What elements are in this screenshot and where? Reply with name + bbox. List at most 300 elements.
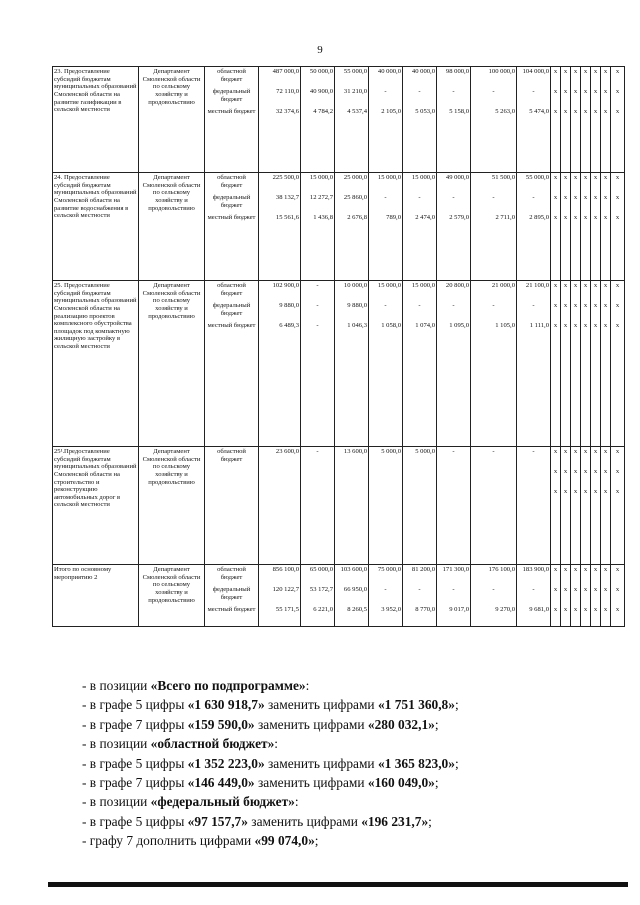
indicator-x: x [553, 448, 558, 455]
indicator-x: x [583, 68, 588, 75]
amount-value: - [452, 586, 455, 593]
indicator-x: x [593, 606, 598, 613]
indicator-x: x [615, 586, 620, 593]
amount-value: - [418, 586, 421, 593]
amendment-value: «Всего по подпрограмме» [150, 678, 306, 693]
amendment-text: заменить цифрами [247, 813, 362, 829]
indicator-x: x [583, 282, 588, 289]
amount-value: - [418, 88, 421, 95]
row-name-cell [53, 67, 139, 173]
amount-cell [517, 281, 551, 447]
indicator-x: x [573, 194, 578, 201]
amount-value: 8 260,5 [347, 606, 367, 613]
amendment-value: «1 751 360,8» [377, 697, 455, 713]
indicator-x: x [583, 302, 588, 309]
amount-value: 104 000,0 [522, 68, 549, 75]
amount-cell [437, 565, 471, 627]
row-name: Предоставление субсидий бюджетам муниципальных образований Смоленской области на развитие водоснабжения в сельской местности [54, 174, 137, 220]
amount-value: 1 105,0 [495, 322, 515, 329]
indicator-x: x [615, 194, 620, 201]
amount-cell [259, 67, 301, 173]
amendment-value: «областной бюджет» [150, 736, 275, 752]
amendment-text: ; [434, 716, 439, 732]
indicator-x: x [553, 68, 558, 75]
amount-value: 102 900,0 [272, 282, 299, 289]
amount-value: 13 600,0 [343, 448, 367, 455]
amount-value: 12 272,7 [309, 194, 333, 201]
indicator-x: x [603, 468, 608, 475]
amendment-text: : [274, 736, 279, 752]
funding-source: федеральный бюджет [212, 88, 251, 103]
indicator-x: x [553, 174, 558, 181]
amendment-line [82, 754, 459, 773]
indicator-x: x [553, 566, 558, 573]
indicator-cell [561, 447, 571, 565]
amount-cell [437, 173, 471, 281]
footer-rule [48, 882, 628, 887]
amount-cell [517, 565, 551, 627]
amendment-value: «159 590,0» [187, 716, 255, 732]
amendment-text: ; [434, 775, 439, 791]
amount-cell [301, 173, 335, 281]
indicator-x: x [615, 488, 620, 495]
indicator-x: x [563, 488, 568, 495]
indicator-x: x [573, 108, 578, 115]
indicator-x: x [563, 586, 568, 593]
amendment-line [82, 812, 459, 831]
indicator-cell [561, 281, 571, 447]
indicator-x: x [603, 194, 608, 201]
funding-source-cell [205, 565, 259, 627]
indicator-x: x [603, 302, 608, 309]
indicator-cell [551, 281, 561, 447]
indicator-cell [561, 67, 571, 173]
indicator-x: x [615, 468, 620, 475]
indicator-x: x [553, 586, 558, 593]
amendment-text: - в позиции [82, 736, 151, 752]
indicator-x: x [603, 322, 608, 329]
amendment-text: - в графе 7 цифры [82, 716, 188, 732]
indicator-x: x [563, 606, 568, 613]
indicator-cell [601, 565, 611, 627]
row-name: Предоставление субсидий бюджетам муниципальных образований Смоленской области на развитие газификации в сельской местности [54, 68, 137, 114]
amount-value: - [532, 302, 535, 309]
amount-cell [301, 565, 335, 627]
indicator-cell [611, 173, 625, 281]
amount-value: 75 000,0 [377, 566, 401, 573]
amendment-value: «1 630 918,7» [187, 697, 265, 713]
amount-value: - [492, 88, 495, 95]
amount-value: 4 784,2 [313, 108, 333, 115]
amount-value: 81 200,0 [411, 566, 435, 573]
amount-value: 5 053,0 [415, 108, 435, 115]
amount-value: 38 132,7 [275, 194, 299, 201]
amendment-text: ; [428, 813, 432, 829]
funding-source: федеральный бюджет [212, 586, 251, 601]
amount-value: 50 000,0 [309, 68, 333, 75]
amount-value: 9 017,0 [449, 606, 469, 613]
amendment-line [82, 773, 459, 792]
amount-cell [301, 281, 335, 447]
amount-value: 2 474,0 [415, 214, 435, 221]
indicator-x: x [615, 302, 620, 309]
table-row [53, 565, 625, 627]
amount-value: 9 880,0 [279, 302, 299, 309]
indicator-cell [571, 447, 581, 565]
indicator-x: x [593, 488, 598, 495]
indicator-x: x [603, 174, 608, 181]
amount-value: 51 500,0 [491, 174, 515, 181]
row-number: 25. [54, 282, 63, 289]
amount-value: - [492, 302, 495, 309]
program-table [52, 66, 625, 627]
amount-value: 100 000,0 [488, 68, 515, 75]
amount-cell [335, 565, 369, 627]
indicator-x: x [573, 606, 578, 613]
amendment-line [82, 734, 459, 753]
amount-value: 1 074,0 [415, 322, 435, 329]
indicator-x: x [573, 174, 578, 181]
amount-value: 25 000,0 [343, 174, 367, 181]
amount-value: 5 158,0 [449, 108, 469, 115]
amount-value: - [492, 194, 495, 201]
indicator-cell [581, 447, 591, 565]
row-name-cell [53, 565, 139, 627]
indicator-x: x [553, 88, 558, 95]
amount-cell [369, 447, 403, 565]
indicator-x: x [563, 68, 568, 75]
indicator-x: x [573, 566, 578, 573]
amount-value: - [384, 302, 387, 309]
row-name-cell [53, 281, 139, 447]
indicator-cell [611, 67, 625, 173]
amount-value: - [384, 586, 387, 593]
indicator-x: x [573, 302, 578, 309]
indicator-x: x [553, 606, 558, 613]
indicator-x: x [603, 586, 608, 593]
indicator-x: x [593, 586, 598, 593]
indicator-x: x [615, 108, 620, 115]
amendment-text: : [305, 678, 310, 693]
funding-source: областной бюджет [217, 68, 246, 83]
amount-value: 40 000,0 [377, 68, 401, 75]
amount-cell [437, 67, 471, 173]
amount-cell [369, 173, 403, 281]
amount-value: - [418, 302, 421, 309]
amount-value: 10 000,0 [343, 282, 367, 289]
indicator-x: x [573, 448, 578, 455]
amount-value: - [532, 88, 535, 95]
indicator-x: x [553, 488, 558, 495]
amendment-value: «1 365 823,0» [377, 755, 455, 771]
amount-cell [335, 173, 369, 281]
indicator-x: x [593, 282, 598, 289]
indicator-x: x [583, 606, 588, 613]
amount-value: 6 221,0 [313, 606, 333, 613]
indicator-x: x [563, 214, 568, 221]
amendment-text: - в графе 5 цифры [82, 755, 188, 771]
indicator-x: x [593, 88, 598, 95]
amount-value: 2 676,8 [347, 214, 367, 221]
amount-value: 21 000,0 [491, 282, 515, 289]
amount-value: - [316, 302, 319, 309]
amount-value: 5 000,0 [415, 448, 435, 455]
amount-value: - [384, 88, 387, 95]
indicator-cell [571, 281, 581, 447]
row-number: 24. [54, 174, 63, 181]
amendment-value: «160 049,0» [367, 775, 435, 791]
amount-value: 6 489,3 [279, 322, 299, 329]
amount-cell [403, 281, 437, 447]
indicator-cell [571, 565, 581, 627]
indicator-x: x [583, 194, 588, 201]
indicator-x: x [553, 282, 558, 289]
amendment-value: «97 157,7» [187, 813, 248, 829]
amount-value: - [452, 448, 455, 455]
indicator-cell [581, 67, 591, 173]
amount-value: 103 600,0 [340, 566, 367, 573]
amendment-text: - в графе 5 цифры [82, 813, 188, 829]
amount-value: 40 900,0 [309, 88, 333, 95]
amount-cell [471, 67, 517, 173]
funding-source: местный бюджет [207, 606, 256, 613]
indicator-x: x [615, 282, 620, 289]
indicator-x: x [553, 322, 558, 329]
amount-cell [369, 67, 403, 173]
indicator-x: x [603, 68, 608, 75]
indicator-cell [551, 173, 561, 281]
funding-source-cell [205, 67, 259, 173]
amount-cell [301, 447, 335, 565]
amount-cell [517, 447, 551, 565]
amount-value: 4 537,4 [347, 108, 367, 115]
indicator-x: x [563, 88, 568, 95]
amount-value: 55 000,0 [525, 174, 549, 181]
amount-value: 66 950,0 [343, 586, 367, 593]
indicator-x: x [593, 68, 598, 75]
funding-source: местный бюджет [207, 322, 256, 329]
indicator-x: x [573, 586, 578, 593]
indicator-cell [571, 173, 581, 281]
amount-value: 9 681,0 [529, 606, 549, 613]
indicator-cell [551, 67, 561, 173]
amount-value: 15 000,0 [411, 282, 435, 289]
executor-cell: Департамент Смоленской области по сельскому хозяйству и продовольствию [139, 67, 205, 173]
row-name-cell [53, 447, 139, 565]
amount-value: 49 000,0 [445, 174, 469, 181]
indicator-x: x [583, 468, 588, 475]
indicator-x: x [573, 468, 578, 475]
amount-cell [335, 447, 369, 565]
amount-value: 9 270,0 [495, 606, 515, 613]
amendment-line [82, 792, 459, 811]
amount-cell [259, 565, 301, 627]
indicator-cell [591, 447, 601, 565]
funding-source-cell [205, 447, 259, 565]
indicator-x: x [615, 88, 620, 95]
amendment-value: «1 352 223,0» [187, 755, 265, 771]
amount-value: 55 000,0 [343, 68, 367, 75]
indicator-cell [611, 281, 625, 447]
amount-cell [301, 67, 335, 173]
indicator-x: x [563, 566, 568, 573]
table-row [53, 447, 625, 565]
amendment-text: заменить цифрами [254, 775, 368, 791]
indicator-x: x [573, 88, 578, 95]
indicator-cell [591, 281, 601, 447]
amount-value: 183 900,0 [522, 566, 549, 573]
amount-value: - [532, 586, 535, 593]
amount-value: - [452, 302, 455, 309]
executor-cell: Департамент Смоленской области по сельскому хозяйству и продовольствию [139, 281, 205, 447]
indicator-cell [601, 173, 611, 281]
amount-cell [259, 173, 301, 281]
indicator-cell [551, 565, 561, 627]
amount-value: 856 100,0 [272, 566, 299, 573]
amount-cell [471, 173, 517, 281]
amount-value: 15 000,0 [411, 174, 435, 181]
amount-value: 1 046,3 [347, 322, 367, 329]
amount-value: 2 105,0 [381, 108, 401, 115]
indicator-x: x [615, 174, 620, 181]
amount-cell [517, 67, 551, 173]
amount-value: 2 711,0 [495, 214, 515, 221]
indicator-x: x [563, 194, 568, 201]
amendment-text: заменить цифрами [264, 755, 378, 771]
amount-cell [369, 281, 403, 447]
indicator-x: x [615, 214, 620, 221]
amount-value: 31 210,0 [343, 88, 367, 95]
indicator-cell [591, 67, 601, 173]
row-number: 23. [54, 68, 63, 75]
amount-value: 2 895,0 [529, 214, 549, 221]
funding-source: федеральный бюджет [212, 302, 251, 317]
amount-cell [403, 67, 437, 173]
row-name-cell [53, 173, 139, 281]
amount-value: 171 300,0 [442, 566, 469, 573]
funding-source-cell [205, 281, 259, 447]
funding-source: областной бюджет [217, 566, 246, 581]
indicator-cell [581, 173, 591, 281]
row-name: Предоставление субсидий бюджетам муниципальных образований Смоленской области на строительство и реконструкцию автомобильных дорог в сельской местности [54, 448, 137, 509]
amount-value: - [452, 194, 455, 201]
indicator-x: x [593, 468, 598, 475]
indicator-x: x [583, 108, 588, 115]
indicator-x: x [593, 174, 598, 181]
amount-value: 120 122,7 [272, 586, 299, 593]
indicator-cell [591, 173, 601, 281]
indicator-x: x [563, 322, 568, 329]
amount-value: 15 000,0 [377, 174, 401, 181]
row-number: 25¹. [54, 448, 65, 455]
indicator-x: x [603, 448, 608, 455]
amount-value: 487 000,0 [272, 68, 299, 75]
amount-value: 1 111,0 [529, 322, 549, 329]
executor-cell: Департамент Смоленской области по сельскому хозяйству и продовольствию [139, 565, 205, 627]
amount-value: - [384, 194, 387, 201]
indicator-x: x [573, 68, 578, 75]
amount-cell [471, 565, 517, 627]
indicator-x: x [603, 282, 608, 289]
indicator-cell [591, 565, 601, 627]
amendment-value: «146 449,0» [187, 775, 255, 791]
amount-value: 20 800,0 [445, 282, 469, 289]
amount-cell [437, 447, 471, 565]
row-name: Итого по основному мероприятию 2 [54, 566, 112, 581]
amendments-list [82, 676, 459, 851]
amount-value: 176 100,0 [488, 566, 515, 573]
indicator-x: x [603, 88, 608, 95]
amount-value: 23 600,0 [275, 448, 299, 455]
amount-value: 98 000,0 [445, 68, 469, 75]
amount-value: - [316, 448, 319, 455]
amount-value: 25 860,0 [343, 194, 367, 201]
indicator-x: x [603, 214, 608, 221]
amount-cell [259, 281, 301, 447]
funding-source: местный бюджет [207, 214, 256, 221]
amendment-line [82, 831, 459, 850]
amount-cell [259, 447, 301, 565]
indicator-x: x [583, 586, 588, 593]
indicator-x: x [553, 302, 558, 309]
amount-cell [471, 447, 517, 565]
indicator-x: x [573, 488, 578, 495]
amendment-text: - в графе 5 цифры [82, 697, 188, 713]
amount-value: - [492, 586, 495, 593]
amount-value: 3 952,0 [381, 606, 401, 613]
indicator-cell [601, 67, 611, 173]
amount-value: 225 500,0 [272, 174, 299, 181]
indicator-x: x [603, 488, 608, 495]
amount-value: 5 474,0 [529, 108, 549, 115]
indicator-x: x [573, 214, 578, 221]
amount-value: 21 100,0 [525, 282, 549, 289]
amount-cell [403, 173, 437, 281]
amount-cell [517, 173, 551, 281]
amendment-text: - графу 7 дополнить цифрами [82, 833, 255, 849]
amount-value: - [532, 194, 535, 201]
indicator-x: x [563, 174, 568, 181]
indicator-x: x [615, 322, 620, 329]
amendment-text: ; [454, 697, 459, 713]
amount-value: 1 436,8 [313, 214, 333, 221]
indicator-x: x [563, 302, 568, 309]
amendment-text: заменить цифрами [254, 716, 368, 732]
amount-value: 32 374,6 [275, 108, 299, 115]
indicator-x: x [593, 322, 598, 329]
indicator-cell [601, 447, 611, 565]
indicator-x: x [553, 468, 558, 475]
indicator-x: x [593, 302, 598, 309]
indicator-x: x [603, 566, 608, 573]
amount-cell [335, 67, 369, 173]
indicator-cell [571, 67, 581, 173]
amendment-line [82, 695, 459, 714]
indicator-x: x [593, 214, 598, 221]
amount-value: 8 770,0 [415, 606, 435, 613]
indicator-x: x [573, 282, 578, 289]
indicator-x: x [593, 448, 598, 455]
amount-value: 15 000,0 [309, 174, 333, 181]
table-row [53, 281, 625, 447]
indicator-x: x [615, 566, 620, 573]
amount-value: 5 263,0 [495, 108, 515, 115]
amount-value: 15 000,0 [377, 282, 401, 289]
indicator-x: x [593, 566, 598, 573]
indicator-x: x [583, 566, 588, 573]
indicator-x: x [563, 282, 568, 289]
indicator-cell [561, 173, 571, 281]
